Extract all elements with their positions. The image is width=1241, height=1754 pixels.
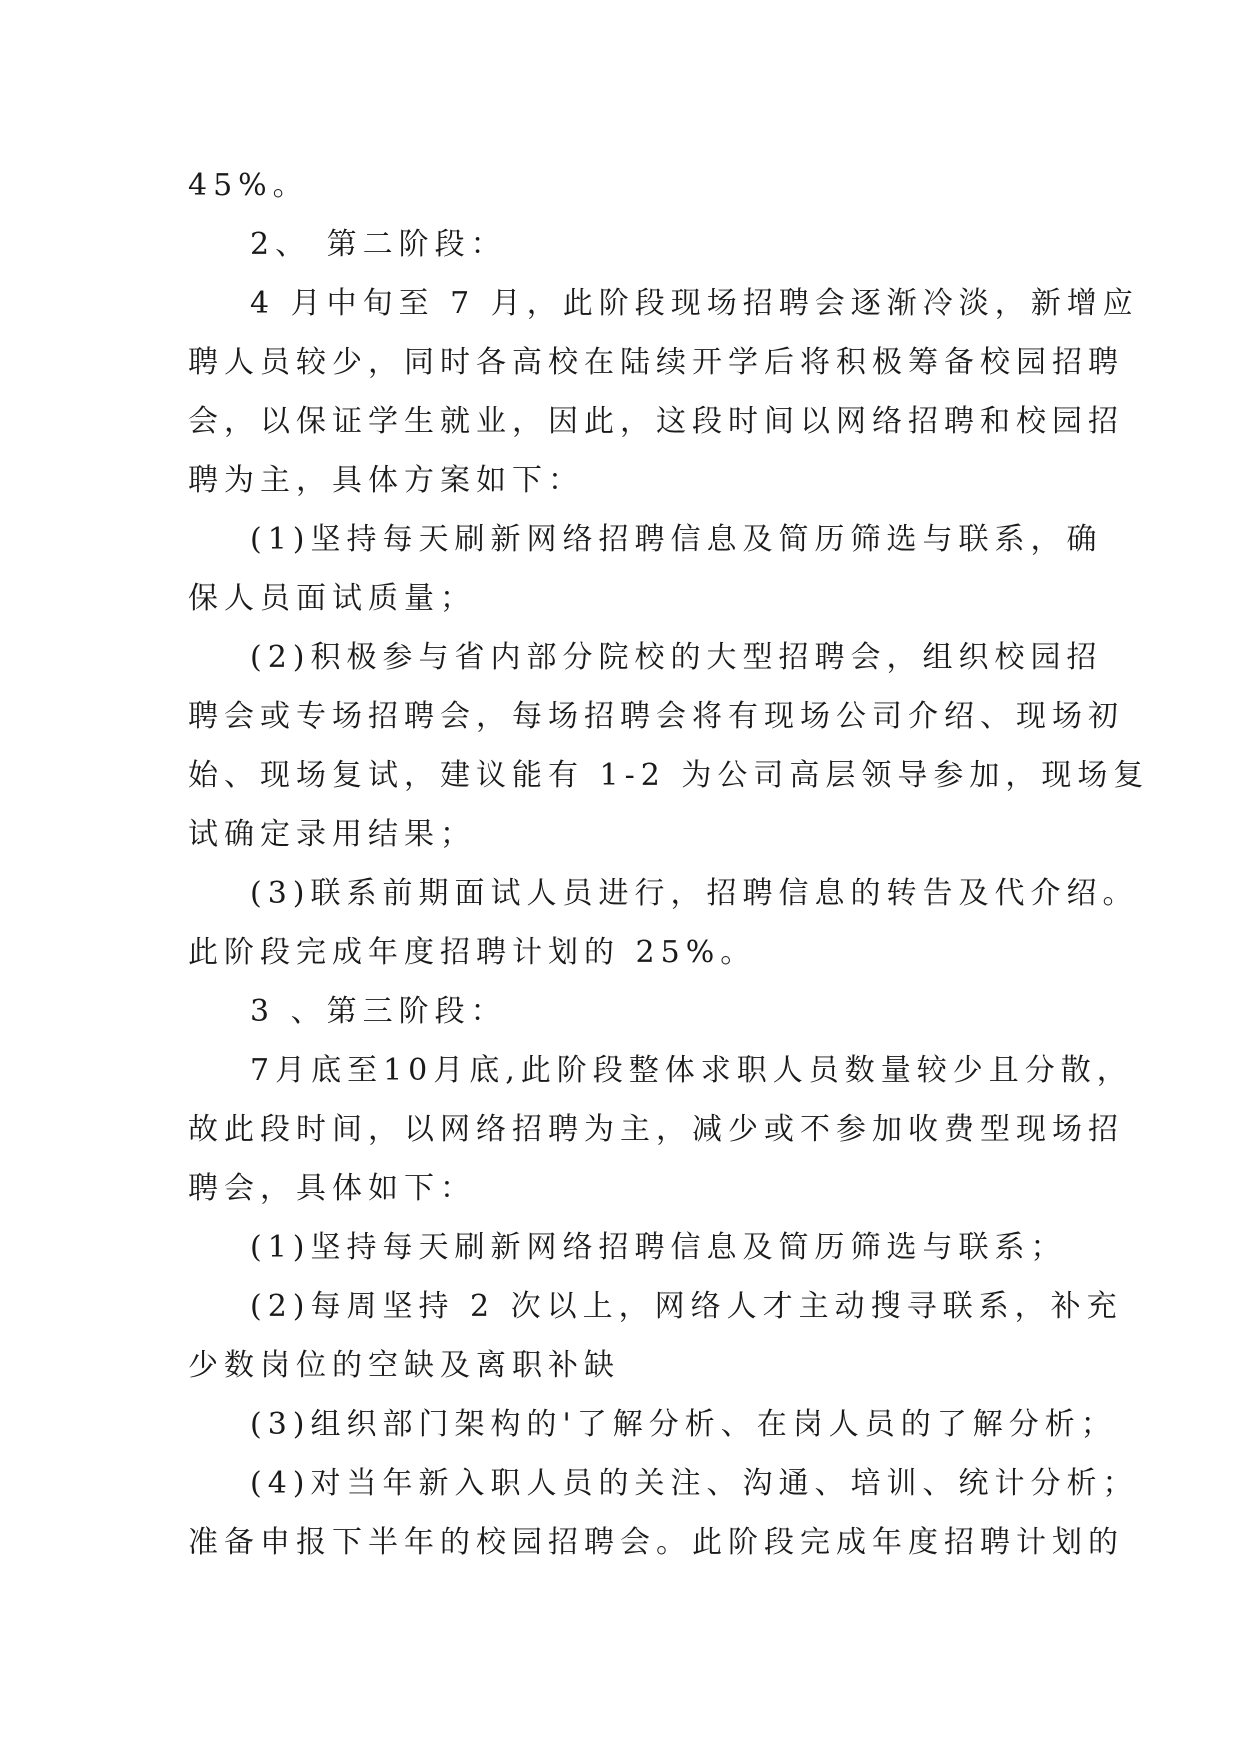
text-line: 试确定录用结果； xyxy=(188,817,476,852)
list-item: (1)坚持每天刷新网络招聘信息及简历筛选与联系，确 xyxy=(250,522,1103,557)
text-line: 聘为主，具体方案如下： xyxy=(188,463,584,498)
list-item: (2)每周坚持 2 次以上，网络人才主动搜寻联系，补充 xyxy=(250,1289,1123,1324)
text-line: 会，以保证学生就业，因此，这段时间以网络招聘和校园招 xyxy=(188,404,1124,439)
text-line: 45%。 xyxy=(188,168,309,203)
text-line: 故此段时间，以网络招聘为主，减少或不参加收费型现场招 xyxy=(188,1112,1124,1147)
text-line: 始、现场复试，建议能有 1-2 为公司高层领导参加，现场复 xyxy=(188,758,1150,793)
list-item: (3)联系前期面试人员进行，招聘信息的转告及代介绍。 xyxy=(250,876,1139,911)
section-heading: 2、 第二阶段： xyxy=(250,227,507,262)
text-line: 保人员面试质量； xyxy=(188,581,476,616)
section-heading: 3 、第三阶段： xyxy=(250,994,507,1029)
text-line: 聘人员较少，同时各高校在陆续开学后将积极筹备校园招聘 xyxy=(188,345,1124,380)
text-line: 7月底至10月底,此阶段整体求职人员数量较少且分散， xyxy=(250,1053,1133,1088)
text-line: 少数岗位的空缺及离职补缺 xyxy=(188,1348,620,1383)
text-line: 准备申报下半年的校园招聘会。此阶段完成年度招聘计划的 xyxy=(188,1525,1124,1560)
list-item: (4)对当年新入职人员的关注、沟通、培训、统计分析； xyxy=(250,1466,1139,1501)
text-line: 聘会，具体如下： xyxy=(188,1171,476,1206)
list-item: (1)坚持每天刷新网络招聘信息及简历筛选与联系； xyxy=(250,1230,1067,1265)
document-body xyxy=(188,156,1150,1572)
text-line: 此阶段完成年度招聘计划的 25%。 xyxy=(188,935,757,970)
text-line: 4 月中旬至 7 月，此阶段现场招聘会逐渐冷淡，新增应 xyxy=(250,286,1139,321)
list-item: (2)积极参与省内部分院校的大型招聘会，组织校园招 xyxy=(250,640,1103,675)
list-item: (3)组织部门架构的'了解分析、在岗人员的了解分析； xyxy=(250,1407,1117,1442)
text-line: 聘会或专场招聘会，每场招聘会将有现场公司介绍、现场初 xyxy=(188,699,1124,734)
